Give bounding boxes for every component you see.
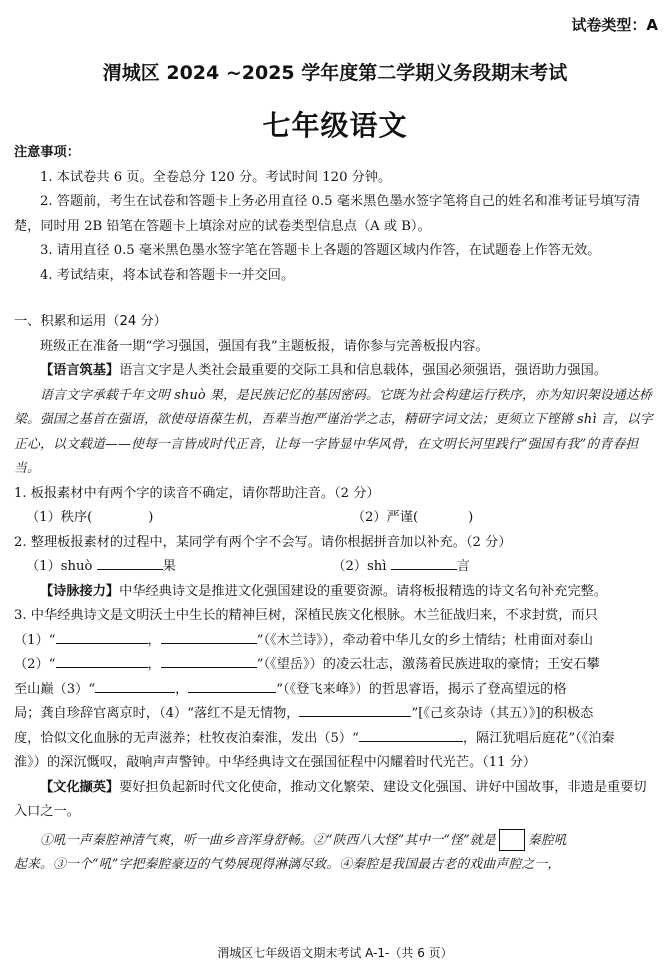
q2-a-label: （1）shuò: [26, 559, 93, 574]
q3-blank-3a[interactable]: [95, 678, 175, 693]
q1-b-answer[interactable]: [418, 507, 468, 521]
notice-section: [14, 141, 658, 288]
section-intro: 班级正在准备一期“学习强国，强国有我”主题板报，请你参与完善板报内容。: [40, 338, 489, 354]
culture-text: 要好担负起新时代文化使命，推动文化繁荣、建设文化强国、讲好中国故事，非遗是重要切入口之一。: [14, 779, 647, 819]
culture-material-line-2: 起来。③一个“吼”字把秦腔豪迈的气势展现得淋漓尽致。④秦腔是我国最古老的戏曲声腔之一，: [14, 857, 561, 872]
section-1: [14, 310, 658, 878]
question-3-line-1: （1）“ ， ”（《木兰诗》），牵动着中华儿女的乡土情结；杜甫面对泰山: [14, 629, 658, 654]
question-2-answers: （1）shuò 果 （2）shì 言: [14, 555, 658, 580]
q1-a-answer[interactable]: [92, 507, 148, 521]
question-3-line-2: （2）“ ， ”（《望岳》）的凌云壮志，激荡着民族进取的豪情；王安石攀: [14, 653, 658, 678]
q2-b-label: （2）shì: [332, 559, 387, 574]
subject-title: 七年级语文: [262, 109, 408, 142]
q3-blank-1a[interactable]: [56, 629, 148, 644]
culture-material-line-1: ①吼一声秦腔神清气爽，听一曲乡音浑身舒畅。②“陕西八大怪”其中一“怪”就是 秦腔吼: [14, 829, 658, 854]
notice-item-4: 4. 考试结束，将本试卷和答题卡一并交回。: [40, 267, 295, 283]
exam-title: 渭城区 2024 ~2025 学年度第二学期义务段期末考试: [102, 62, 568, 84]
notice-item-2: 2. 答题前，考生在试卷和答题卡上务必用直径 0.5 毫米黑色墨水签字笔将自己的姓名和准考证号填写清楚，同时用 2B 铅笔在答题卡上填涂对应的试卷类型信息点（A 或 B）。: [14, 194, 641, 234]
language-tag: 【语言筑基】: [40, 363, 120, 378]
q2-a-blank[interactable]: [97, 555, 163, 570]
culture-tag: 【文化撷英】: [40, 779, 120, 795]
language-text: 语言文字是人类社会最重要的交际工具和信息载体，强国必须强语，强语助力强国。: [119, 363, 608, 378]
q3-blank-2b[interactable]: [161, 653, 257, 668]
q3-blank-2a[interactable]: [56, 653, 148, 668]
question-3-line-4: 局；龚自珍辞官离京时，（4）“落红不是无情物， ”[《己亥杂诗（其五）》]的积极态: [14, 702, 658, 727]
question-3-line-6: 淮》）的深沉慨叹，敲响声声警钟。中华经典诗文在强国征程中闪耀着时代光芒。（11 分）: [14, 755, 537, 770]
paper-type-label: 试卷类型：A: [571, 16, 658, 34]
language-material: 语言文字承载千年文明 shuò 果，是民族记忆的基因密码。它既为社会构建运行秩序，亦为知识架设通达桥梁。强国之基首在强语，欲使母语葆生机，吾辈当抱严谨治学之志，精研字词文法；更须立下铿锵 shì 言，以字正心，以文载道——使每一言皆成时代正音，让每一字皆显中华风骨，在文明长河里践行“强国有我”的青春担当。: [14, 387, 653, 476]
poem-text: 中华经典诗文是推进文化强国建设的重要资源。请将板报精选的诗文名句补充完整。: [119, 583, 608, 599]
q3-blank-3b[interactable]: [188, 678, 276, 693]
question-3-intro: 3. 中华经典诗文是文明沃土中生长的精神巨树，深植民族文化根脉。木兰征战归来，不求封赏，而只: [14, 608, 598, 623]
language-paragraph: [14, 359, 658, 384]
poem-paragraph: [14, 580, 658, 605]
question-2: 2. 整理板报素材的过程中，某同学有两个字不会写。请你根据拼音加以补充。（2 分）: [14, 534, 512, 550]
q2-b-blank[interactable]: [391, 555, 457, 570]
culture-paragraph: [14, 776, 658, 825]
notice-item-1: 1. 本试卷共 6 页。全卷总分 120 分。考试时间 120 分钟。: [40, 169, 392, 185]
question-3-line-5: 度，恰似文化血脉的无声滋养；杜牧夜泊秦淮，发出（5）“ ，隔江犹唱后庭花”（《泊秦: [14, 727, 658, 752]
question-1-answers: （1）秩序( ) （2）严谨( ): [14, 506, 658, 531]
section-heading: 一、积累和运用（24 分）: [14, 314, 167, 329]
page-footer: 渭城区七年级语文期末考试 A-1-（共 6 页）: [217, 946, 453, 960]
q3-blank-1b[interactable]: [161, 629, 257, 644]
notice-heading: 注意事项：: [14, 145, 80, 160]
q1-b-label: （2）严谨(: [351, 510, 419, 525]
q1-a-label: （1）秩序(: [26, 510, 93, 525]
question-1: 1. 板报素材中有两个字的读音不确定，请你帮助注音。（2 分）: [14, 485, 380, 501]
q3-blank-4[interactable]: [299, 702, 411, 717]
poem-tag: 【诗脉接力】: [40, 583, 120, 599]
q3-blank-5[interactable]: [359, 727, 463, 742]
answer-box[interactable]: [499, 829, 525, 851]
notice-item-3: 3. 请用直径 0.5 毫米黑色墨水签字笔在答题卡上各题的答题区域内作答，在试题卷上作答无效。: [40, 243, 601, 258]
question-3-line-3: 至山巅（3）“ ， ”（《登飞来峰》）的哲思睿语，揭示了登高望远的格: [14, 678, 658, 703]
